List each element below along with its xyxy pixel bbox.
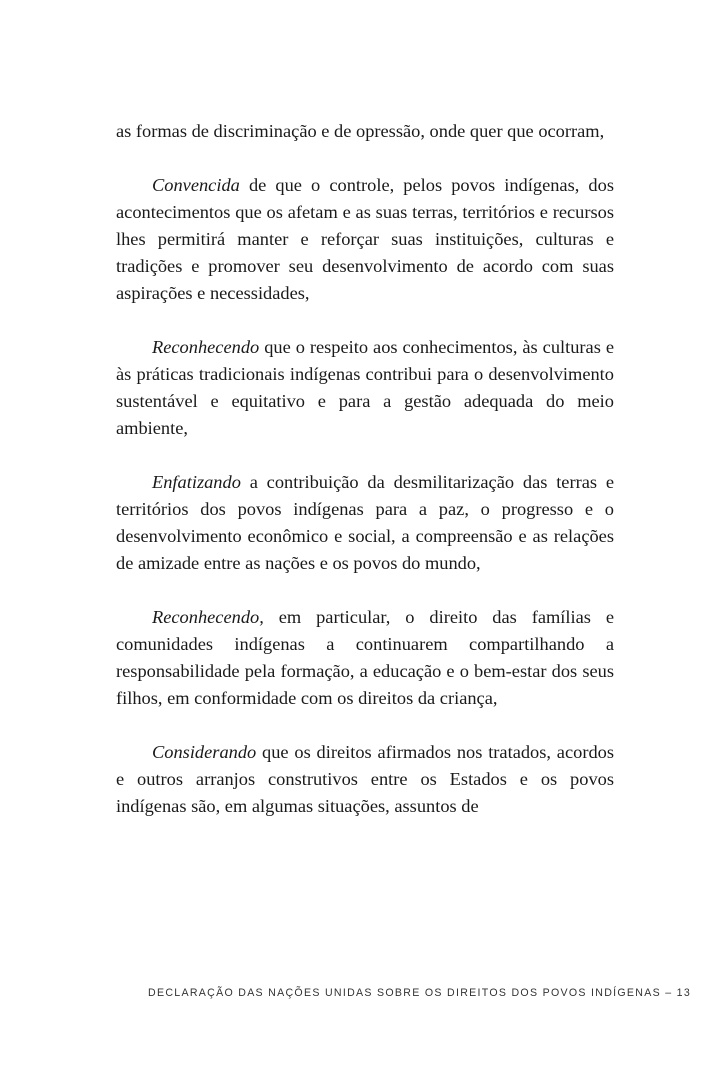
page-footer	[148, 987, 692, 999]
paragraph-lead: Convencida	[152, 175, 240, 195]
footer-separator: –	[660, 987, 677, 999]
paragraph-text: a contribuição da desmilitarização das terras e territórios dos povos indígenas para a paz, o progresso e o desenvolvimento econômico e social, a compreensão e as relações de amizade entre as nações e os povos do mundo,	[116, 472, 614, 573]
paragraph-text: as formas de discriminação e de opressão, onde quer que ocorram,	[116, 121, 605, 141]
paragraph	[116, 469, 614, 577]
running-title: DECLARAÇÃO DAS NAÇÕES UNIDAS SOBRE OS DIREITOS DOS POVOS INDÍGENAS	[148, 987, 661, 999]
paragraph-text: que o respeito aos conhecimentos, às culturas e às práticas tradicionais indígenas contribui para o desenvolvimento sustentável e equitativo e para a gestão adequada do meio ambiente,	[116, 337, 614, 438]
page-body	[116, 118, 614, 847]
paragraph-text: de que o controle, pelos povos indígenas, dos acontecimentos que os afetam e as suas terras, territórios e recursos lhes permitirá manter e reforçar suas instituições, culturas e tradições e promover seu desenvolvimento de acordo com suas aspirações e necessidades,	[116, 175, 614, 303]
paragraph-lead: Enfatizando	[152, 472, 241, 492]
paragraph-lead: Reconhecendo,	[152, 607, 264, 627]
paragraph	[116, 118, 614, 145]
paragraph-text: que os direitos afirmados nos tratados, acordos e outros arranjos construtivos entre os Estados e os povos indígenas são, em algumas situações, assuntos de	[116, 742, 614, 816]
paragraph	[116, 739, 614, 820]
paragraph	[116, 334, 614, 442]
paragraph	[116, 172, 614, 307]
paragraph	[116, 604, 614, 712]
paragraph-lead: Reconhecendo	[152, 337, 260, 357]
paragraph-text: em particular, o direito das famílias e comunidades indígenas a continuarem compartilhando a responsabilidade pela formação, a educação e o bem-estar dos seus filhos, em conformidade com os direitos da criança,	[116, 607, 614, 708]
paragraph-lead: Considerando	[152, 742, 257, 762]
page-number: 13	[676, 987, 692, 999]
